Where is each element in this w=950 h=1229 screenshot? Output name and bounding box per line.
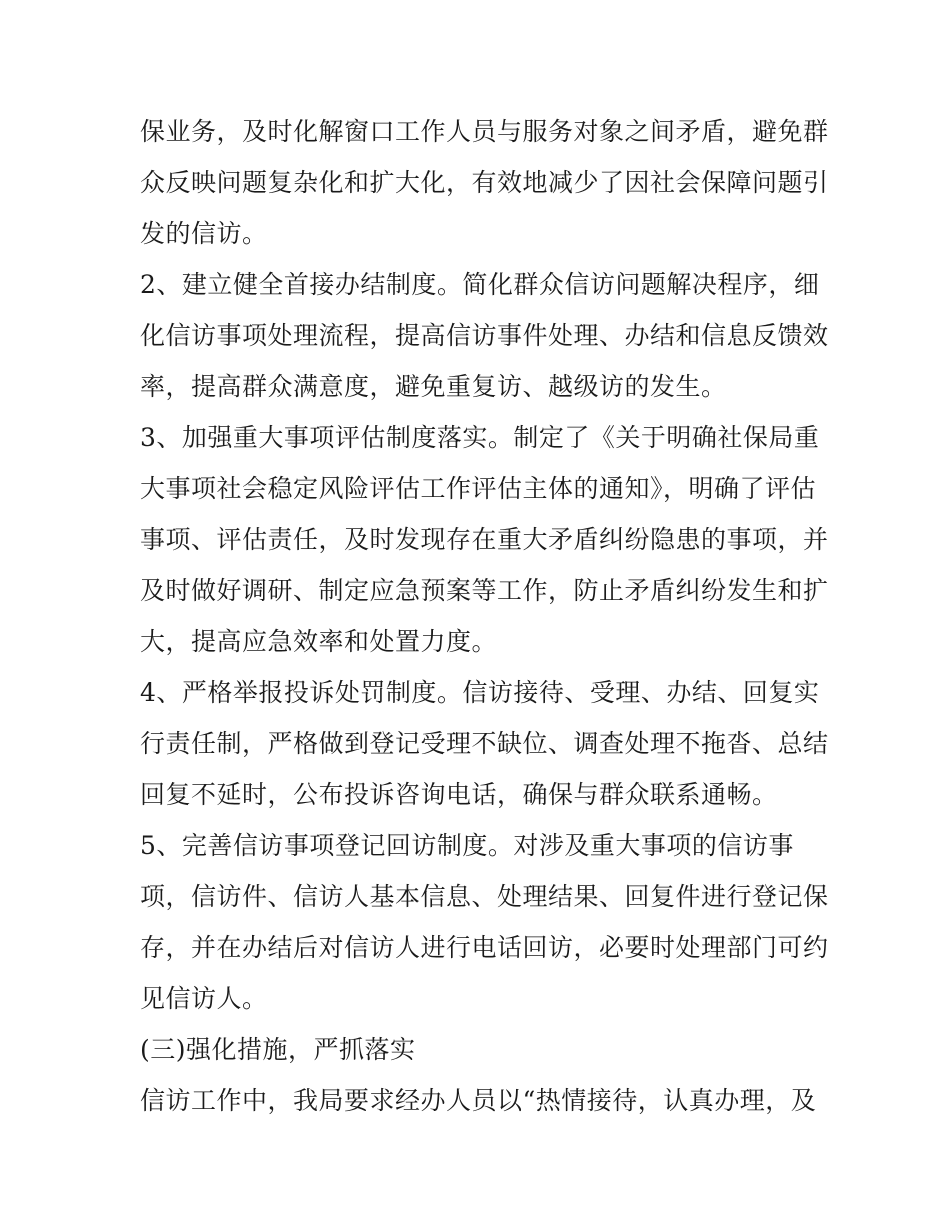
paragraph-item-2 bbox=[140, 259, 829, 412]
text-line: 率，提高群众满意度，避免重复访、越级访的发生。 bbox=[140, 372, 727, 401]
text-line: 4、严格举报投诉处罚制度。信访接待、受理、办结、回复实 bbox=[140, 678, 820, 707]
text-line: 事项、评估责任，及时发现存在重大矛盾纠纷隐患的事项，并 bbox=[140, 525, 829, 554]
paragraph-item-5 bbox=[140, 820, 829, 1024]
text-line: 2、建立健全首接办结制度。简化群众信访问题解决程序，细 bbox=[140, 270, 820, 299]
text-line: 5、完善信访事项登记回访制度。对涉及重大事项的信访事 bbox=[140, 831, 794, 860]
section-heading-strengthen-measures bbox=[140, 1024, 820, 1075]
text-line: 项，信访件、信访人基本信息、处理结果、回复件进行登记保 bbox=[140, 882, 829, 911]
text-line: 见信访人。 bbox=[140, 984, 268, 1013]
text-line: 存，并在办结后对信访人进行电话回访，必要时处理部门可约 bbox=[140, 933, 829, 962]
text-line: 信访工作中，我局要求经办人员以“热情接待，认真办理，及 bbox=[140, 1086, 817, 1115]
paragraph-item-3 bbox=[140, 412, 829, 667]
text-line: 化信访事项处理流程，提高信访事件处理、办结和信息反馈效 bbox=[140, 321, 829, 350]
text-line: 3、加强重大事项评估制度落实。制定了《关于明确社保局重 bbox=[140, 423, 820, 452]
text-line: 发的信访。 bbox=[140, 219, 268, 248]
paragraph-petition-work bbox=[140, 1075, 820, 1126]
text-line: 众反映问题复杂化和扩大化，有效地减少了因社会保障问题引 bbox=[140, 168, 829, 197]
text-line: 保业务，及时化解窗口工作人员与服务对象之间矛盾，避免群 bbox=[140, 117, 829, 146]
paragraph-social-security-continuation bbox=[140, 106, 829, 259]
document-body bbox=[140, 106, 829, 1126]
text-line: 大事项社会稳定风险评估工作评估主体的通知》，明确了评估 bbox=[140, 474, 817, 503]
text-line: (三)强化措施，严抓落实 bbox=[140, 1035, 416, 1064]
text-line: 回复不延时，公布投诉咨询电话，确保与群众联系通畅。 bbox=[140, 780, 778, 809]
text-line: 行责任制，严格做到登记受理不缺位、调查处理不拖沓、总结 bbox=[140, 729, 829, 758]
text-line: 及时做好调研、制定应急预案等工作，防止矛盾纠纷发生和扩 bbox=[140, 576, 829, 605]
paragraph-item-4 bbox=[140, 667, 829, 820]
text-line: 大，提高应急效率和处置力度。 bbox=[140, 627, 498, 656]
